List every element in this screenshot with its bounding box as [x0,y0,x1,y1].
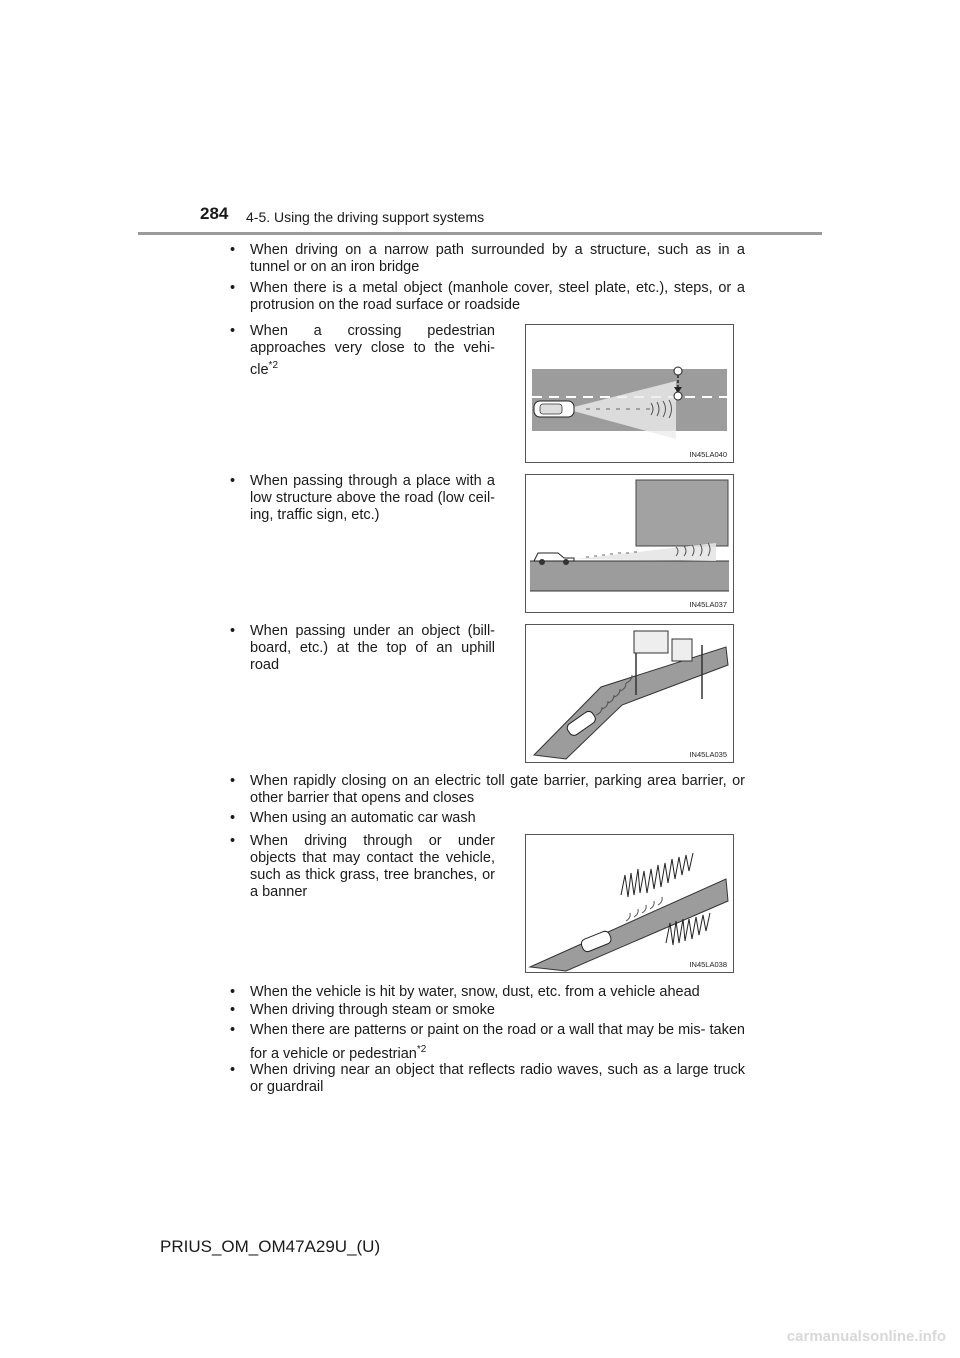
bullet-glyph: • [230,473,236,489]
figure-pedestrian-crossing [525,324,734,463]
section-title: 4-5. Using the driving support systems [246,209,485,225]
bullet-glyph: • [230,1002,236,1018]
figure-thick-grass [525,834,734,973]
bullet-text: When driving through or under objects that may contact the vehicle, such as thick grass, tree branches, or a banner [250,833,495,900]
illustration-pedestrian [526,325,733,462]
bullet-item [230,323,495,379]
bullet-glyph: • [230,242,236,258]
bullet-text: When passing under an object (bill- board, etc.) at the top of an uphill road [250,623,495,673]
figure-code: IN45LA040 [689,450,727,459]
illustration-low-ceiling [526,475,733,612]
bullet-text: When passing through a place with a low structure above the road (low ceil- ing, traffic sign, etc.) [250,473,495,523]
bullet-item [230,833,495,901]
bullet-glyph: • [230,280,236,296]
bullet-item [230,984,745,1001]
bullet-glyph: • [230,1062,236,1078]
bullet-item [230,242,745,276]
bullet-text: When driving near an object that reflects radio waves, such as a large truck or guardrail [250,1062,745,1095]
bullet-text: When there is a metal object (manhole cover, steel plate, etc.), steps, or a protrusion on the road surface or roadside [250,280,745,313]
bullet-item [230,1020,745,1064]
bullet-text: When using an automatic car wash [250,810,476,826]
bullet-text: When driving on a narrow path surrounded by a structure, such as in a tunnel or on an iron bridge [250,242,745,275]
watermark: carmanualsonline.info [786,1328,946,1345]
bullet-text: When rapidly closing on an electric toll gate barrier, parking area barrier, or other barrier that opens and closes [250,773,745,806]
bullet-glyph: • [230,984,236,1000]
bullet-glyph: • [230,1022,236,1038]
bullet-text: When the vehicle is hit by water, snow, dust, etc. from a vehicle ahead [250,984,700,1000]
figure-low-structure [525,474,734,613]
bullet-item [230,1002,745,1019]
bullet-text: When driving through steam or smoke [250,1002,495,1018]
bullet-glyph: • [230,623,236,639]
footnote-marker: *2 [416,1044,427,1055]
bullet-item [230,473,495,524]
illustration-uphill [526,625,733,762]
bullet-glyph: • [230,323,236,339]
bullet-item [230,810,745,827]
figure-code: IN45LA038 [689,960,727,969]
bullet-item [230,773,745,807]
footnote-marker: *2 [268,360,278,371]
bullet-text: When a crossing pedestrian approaches very close to the vehi- cle [250,323,495,378]
page-number: 284 [200,204,229,223]
bullet-glyph: • [230,810,236,826]
bullet-item [230,1062,745,1096]
bullet-text: When there are patterns or paint on the road or a wall that may be mis- taken for a vehicle or pedestrian [250,1022,745,1062]
header-rule [138,232,822,235]
bullet-glyph: • [230,773,236,789]
figure-uphill-billboard [525,624,734,763]
illustration-grass [526,835,733,972]
document-code: PRIUS_OM_OM47A29U_(U) [160,1237,381,1256]
figure-code: IN45LA037 [689,600,727,609]
figure-code: IN45LA035 [689,750,727,759]
bullet-glyph: • [230,833,236,849]
bullet-item [230,280,745,314]
bullet-item [230,623,495,674]
